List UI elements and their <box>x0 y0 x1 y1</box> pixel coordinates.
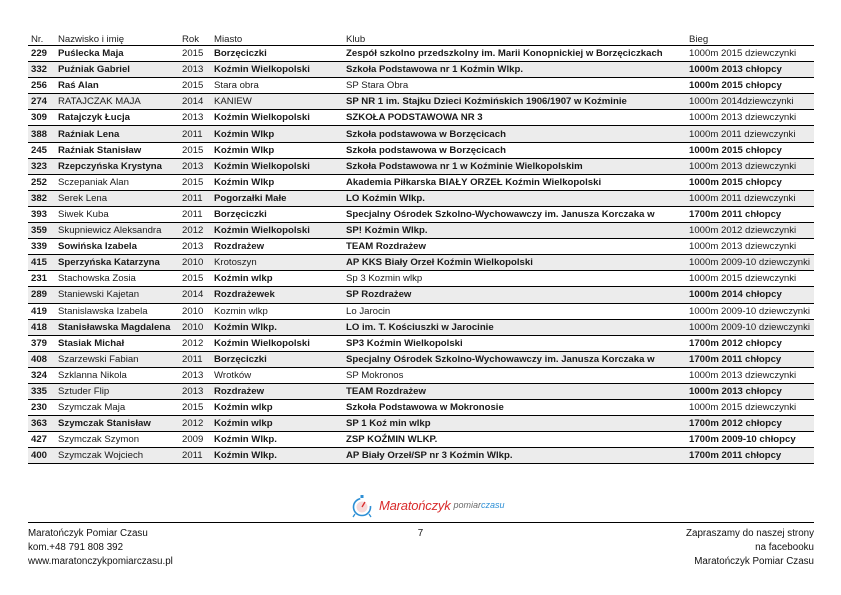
cell-name: Szymczak Maja <box>55 400 179 416</box>
cell-klub: Szkoła Podstawowa w Mokronosie <box>343 400 686 416</box>
cell-name: Rzepczyńska Krystyna <box>55 158 179 174</box>
cell-klub: SP 1 Koź min wlkp <box>343 416 686 432</box>
cell-nr: 388 <box>28 126 55 142</box>
cell-miasto: Rozdrażewek <box>211 287 343 303</box>
cell-miasto: Koźmin Wlkp <box>211 142 343 158</box>
cell-rok: 2013 <box>179 110 211 126</box>
cell-nr: 427 <box>28 432 55 448</box>
cell-bieg: 1000m 2011 dziewczynki <box>686 190 814 206</box>
cell-miasto: Koźmin wlkp <box>211 416 343 432</box>
table-row <box>28 46 814 62</box>
cell-name: Sowińska Izabela <box>55 239 179 255</box>
cell-klub: ZSP KOŹMIN WLKP. <box>343 432 686 448</box>
cell-bieg: 1000m 2013 chłopcy <box>686 383 814 399</box>
cell-rok: 2011 <box>179 448 211 464</box>
cell-klub: SP Mokronos <box>343 367 686 383</box>
cell-klub: Szkoła podstawowa w Borzęcicach <box>343 126 686 142</box>
cell-name: Szymczak Wojciech <box>55 448 179 464</box>
cell-bieg: 1000m 2015 dziewczynki <box>686 46 814 62</box>
results-table <box>28 30 814 464</box>
cell-nr: 382 <box>28 190 55 206</box>
stopwatch-icon <box>350 492 376 518</box>
cell-klub: Zespół szkolno przedszkolny im. Marii Konopnickiej w Borzęciczkach <box>343 46 686 62</box>
table-row <box>28 400 814 416</box>
cell-miasto: Koźmin Wielkopolski <box>211 335 343 351</box>
cell-klub: SP3 Koźmin Wielkopolski <box>343 335 686 351</box>
cell-miasto: Koźmin Wlkp <box>211 126 343 142</box>
cell-bieg: 1000m 2009-10 dziewczynki <box>686 303 814 319</box>
cell-klub: AP KKS Biały Orzeł Koźmin Wielkopolski <box>343 255 686 271</box>
cell-bieg: 1000m 2015 dziewczynki <box>686 271 814 287</box>
cell-klub: Specjalny Ośrodek Szkolno-Wychowawczy im. Janusza Korczaka w <box>343 351 686 367</box>
cell-name: Raźniak Lena <box>55 126 179 142</box>
cell-name: Serek Lena <box>55 190 179 206</box>
cell-miasto: Koźmin Wlkp. <box>211 448 343 464</box>
header-name: Nazwisko i imię <box>55 30 179 46</box>
cell-bieg: 1700m 2011 chłopcy <box>686 448 814 464</box>
cell-name: Szymczak Stanisław <box>55 416 179 432</box>
cell-nr: 230 <box>28 400 55 416</box>
cell-rok: 2011 <box>179 351 211 367</box>
cell-rok: 2013 <box>179 62 211 78</box>
cell-miasto: Koźmin Wielkopolski <box>211 223 343 239</box>
cell-bieg: 1000m 2013 chłopcy <box>686 62 814 78</box>
cell-nr: 274 <box>28 94 55 110</box>
header-miasto: Miasto <box>211 30 343 46</box>
footer-facebook-text: na facebooku <box>755 542 814 553</box>
cell-miasto: Koźmin Wielkopolski <box>211 158 343 174</box>
cell-nr: 231 <box>28 271 55 287</box>
cell-klub: AP Biały Orzeł/SP nr 3 Koźmin Wlkp. <box>343 448 686 464</box>
cell-nr: 245 <box>28 142 55 158</box>
cell-name: Stasiak Michał <box>55 335 179 351</box>
table-row <box>28 158 814 174</box>
table-row <box>28 239 814 255</box>
cell-klub: Szkoła podstawowa w Borzęcicach <box>343 142 686 158</box>
footer-phone: kom.+48 791 808 392 <box>28 542 124 553</box>
cell-nr: 419 <box>28 303 55 319</box>
cell-bieg: 1700m 2011 chłopcy <box>686 206 814 222</box>
cell-bieg: 1000m 2015 dziewczynki <box>686 400 814 416</box>
cell-rok: 2013 <box>179 383 211 399</box>
cell-name: Raźniak Stanisław <box>55 142 179 158</box>
cell-rok: 2011 <box>179 190 211 206</box>
table-row <box>28 432 814 448</box>
cell-miasto: Borzęciczki <box>211 206 343 222</box>
cell-bieg: 1700m 2011 chłopcy <box>686 351 814 367</box>
cell-miasto: Koźmin Wlkp. <box>211 432 343 448</box>
cell-bieg: 1000m 2014dziewczynki <box>686 94 814 110</box>
cell-name: RATAJCZAK MAJA <box>55 94 179 110</box>
table-row <box>28 383 814 399</box>
cell-nr: 339 <box>28 239 55 255</box>
logo-sub-text-accent: czasu <box>481 500 505 510</box>
cell-rok: 2015 <box>179 271 211 287</box>
cell-name: Stanisławska Magdalena <box>55 319 179 335</box>
header-nr: Nr. <box>28 30 55 46</box>
cell-rok: 2014 <box>179 94 211 110</box>
cell-name: Szymczak Szymon <box>55 432 179 448</box>
brand-logo <box>350 492 505 518</box>
cell-nr: 289 <box>28 287 55 303</box>
table-row <box>28 223 814 239</box>
cell-klub: SZKOŁA PODSTAWOWA NR 3 <box>343 110 686 126</box>
cell-miasto: Borzęciczki <box>211 351 343 367</box>
cell-klub: TEAM Rozdrażew <box>343 383 686 399</box>
table-row <box>28 287 814 303</box>
cell-bieg: 1700m 2009-10 chłopcy <box>686 432 814 448</box>
cell-bieg: 1000m 2013 dziewczynki <box>686 158 814 174</box>
cell-name: Skupniewicz Aleksandra <box>55 223 179 239</box>
cell-bieg: 1000m 2009-10 dziewczynki <box>686 319 814 335</box>
cell-miasto: Wrotków <box>211 367 343 383</box>
cell-bieg: 1000m 2013 dziewczynki <box>686 367 814 383</box>
table-row <box>28 78 814 94</box>
footer-company: Maratończyk Pomiar Czasu <box>28 528 148 539</box>
cell-nr: 324 <box>28 367 55 383</box>
cell-nr: 415 <box>28 255 55 271</box>
cell-rok: 2010 <box>179 303 211 319</box>
footer-website-link[interactable]: www.maratonczykpomiarczasu.pl <box>28 556 173 567</box>
cell-name: Stanislawska Izabela <box>55 303 179 319</box>
cell-klub: TEAM Rozdrażew <box>343 239 686 255</box>
logo-brand-text: Maratończyk <box>379 497 451 513</box>
cell-klub: Lo Jarocin <box>343 303 686 319</box>
cell-name: Stachowska Zosia <box>55 271 179 287</box>
cell-nr: 418 <box>28 319 55 335</box>
table-row <box>28 142 814 158</box>
cell-name: Sperzyńska Katarzyna <box>55 255 179 271</box>
cell-klub: SP Stara Obra <box>343 78 686 94</box>
table-row <box>28 416 814 432</box>
cell-nr: 252 <box>28 174 55 190</box>
table-row <box>28 448 814 464</box>
cell-name: Szklanna Nikola <box>55 367 179 383</box>
cell-nr: 408 <box>28 351 55 367</box>
cell-miasto: Rozdrażew <box>211 239 343 255</box>
cell-rok: 2015 <box>179 142 211 158</box>
table-row <box>28 351 814 367</box>
table-row <box>28 190 814 206</box>
cell-bieg: 1700m 2012 chłopcy <box>686 335 814 351</box>
cell-rok: 2014 <box>179 287 211 303</box>
table-row <box>28 206 814 222</box>
cell-name: Raś Alan <box>55 78 179 94</box>
cell-name: Sztuder Flip <box>55 383 179 399</box>
table-row <box>28 62 814 78</box>
cell-miasto: Pogorzałki Małe <box>211 190 343 206</box>
cell-name: Sczepaniak Alan <box>55 174 179 190</box>
cell-rok: 2009 <box>179 432 211 448</box>
cell-rok: 2011 <box>179 206 211 222</box>
cell-nr: 323 <box>28 158 55 174</box>
cell-miasto: Krotoszyn <box>211 255 343 271</box>
cell-bieg: 1000m 2009-10 dziewczynki <box>686 255 814 271</box>
cell-name: Puźniak Gabriel <box>55 62 179 78</box>
cell-bieg: 1000m 2013 dziewczynki <box>686 239 814 255</box>
table-row <box>28 303 814 319</box>
table-row <box>28 319 814 335</box>
cell-klub: SP Rozdrażew <box>343 287 686 303</box>
cell-miasto: Koźmin wlkp <box>211 271 343 287</box>
cell-bieg: 1000m 2013 dziewczynki <box>686 110 814 126</box>
cell-klub: Akademia Piłkarska BIAŁY ORZEŁ Koźmin Wielkopolski <box>343 174 686 190</box>
footer-invite: Zapraszamy do naszej strony <box>686 528 814 539</box>
cell-rok: 2012 <box>179 223 211 239</box>
cell-klub: LO Koźmin Wlkp. <box>343 190 686 206</box>
header-bieg: Bieg <box>686 30 814 46</box>
cell-rok: 2015 <box>179 78 211 94</box>
cell-name: Szarzewski Fabian <box>55 351 179 367</box>
cell-klub: SP! Koźmin Wlkp. <box>343 223 686 239</box>
cell-miasto: Koźmin Wlkp <box>211 174 343 190</box>
cell-nr: 400 <box>28 448 55 464</box>
header-klub: Klub <box>343 30 686 46</box>
cell-nr: 332 <box>28 62 55 78</box>
cell-miasto: Koźmin Wielkopolski <box>211 110 343 126</box>
cell-miasto: Rozdrażew <box>211 383 343 399</box>
cell-bieg: 1700m 2012 chłopcy <box>686 416 814 432</box>
cell-klub: Specjalny Ośrodek Szkolno-Wychowawczy im. Janusza Korczaka w <box>343 206 686 222</box>
cell-miasto: Borzęciczki <box>211 46 343 62</box>
footer-facebook <box>686 527 814 569</box>
cell-name: Siwek Kuba <box>55 206 179 222</box>
table-header-row <box>28 30 814 46</box>
cell-rok: 2015 <box>179 46 211 62</box>
cell-bieg: 1000m 2015 chłopcy <box>686 142 814 158</box>
cell-miasto: Stara obra <box>211 78 343 94</box>
cell-nr: 359 <box>28 223 55 239</box>
cell-bieg: 1000m 2011 dziewczynki <box>686 126 814 142</box>
cell-rok: 2012 <box>179 335 211 351</box>
cell-rok: 2013 <box>179 158 211 174</box>
table-row <box>28 110 814 126</box>
cell-miasto: Koźmin wlkp <box>211 400 343 416</box>
cell-bieg: 1000m 2012 dziewczynki <box>686 223 814 239</box>
cell-rok: 2015 <box>179 400 211 416</box>
cell-rok: 2015 <box>179 174 211 190</box>
cell-nr: 363 <box>28 416 55 432</box>
cell-klub: Szkoła Podstawowa nr 1 Koźmin Wlkp. <box>343 62 686 78</box>
page-number: 7 <box>417 528 424 539</box>
cell-bieg: 1000m 2015 chłopcy <box>686 78 814 94</box>
cell-nr: 379 <box>28 335 55 351</box>
table-row <box>28 367 814 383</box>
cell-rok: 2010 <box>179 255 211 271</box>
cell-bieg: 1000m 2015 chłopcy <box>686 174 814 190</box>
cell-rok: 2013 <box>179 367 211 383</box>
cell-rok: 2011 <box>179 126 211 142</box>
cell-nr: 335 <box>28 383 55 399</box>
cell-miasto: Koźmin Wielkopolski <box>211 62 343 78</box>
cell-klub: Sp 3 Kozmin wlkp <box>343 271 686 287</box>
cell-rok: 2010 <box>179 319 211 335</box>
logo-sub-text: pomiar <box>453 500 482 510</box>
cell-miasto: Kozmin wlkp <box>211 303 343 319</box>
cell-rok: 2013 <box>179 239 211 255</box>
cell-nr: 393 <box>28 206 55 222</box>
table-row <box>28 174 814 190</box>
table-row <box>28 126 814 142</box>
table-row <box>28 255 814 271</box>
cell-klub: LO im. T. Kościuszki w Jarocinie <box>343 319 686 335</box>
cell-bieg: 1000m 2014 chłopcy <box>686 287 814 303</box>
cell-name: Puślecka Maja <box>55 46 179 62</box>
cell-nr: 309 <box>28 110 55 126</box>
footer-divider <box>28 522 814 523</box>
cell-miasto: Koźmin Wlkp. <box>211 319 343 335</box>
cell-miasto: KANIEW <box>211 94 343 110</box>
cell-klub: Szkoła Podstawowa nr 1 w Koźminie Wielkopolskim <box>343 158 686 174</box>
table-row <box>28 94 814 110</box>
table-row <box>28 271 814 287</box>
cell-name: Staniewski Kajetan <box>55 287 179 303</box>
table-row <box>28 335 814 351</box>
cell-nr: 229 <box>28 46 55 62</box>
cell-klub: SP NR 1 im. Stajku Dzieci Koźmińskich 1906/1907 w Koźminie <box>343 94 686 110</box>
header-rok: Rok <box>179 30 211 46</box>
cell-rok: 2012 <box>179 416 211 432</box>
cell-nr: 256 <box>28 78 55 94</box>
cell-name: Ratajczyk Łucja <box>55 110 179 126</box>
footer-company-right: Maratończyk Pomiar Czasu <box>694 556 814 567</box>
